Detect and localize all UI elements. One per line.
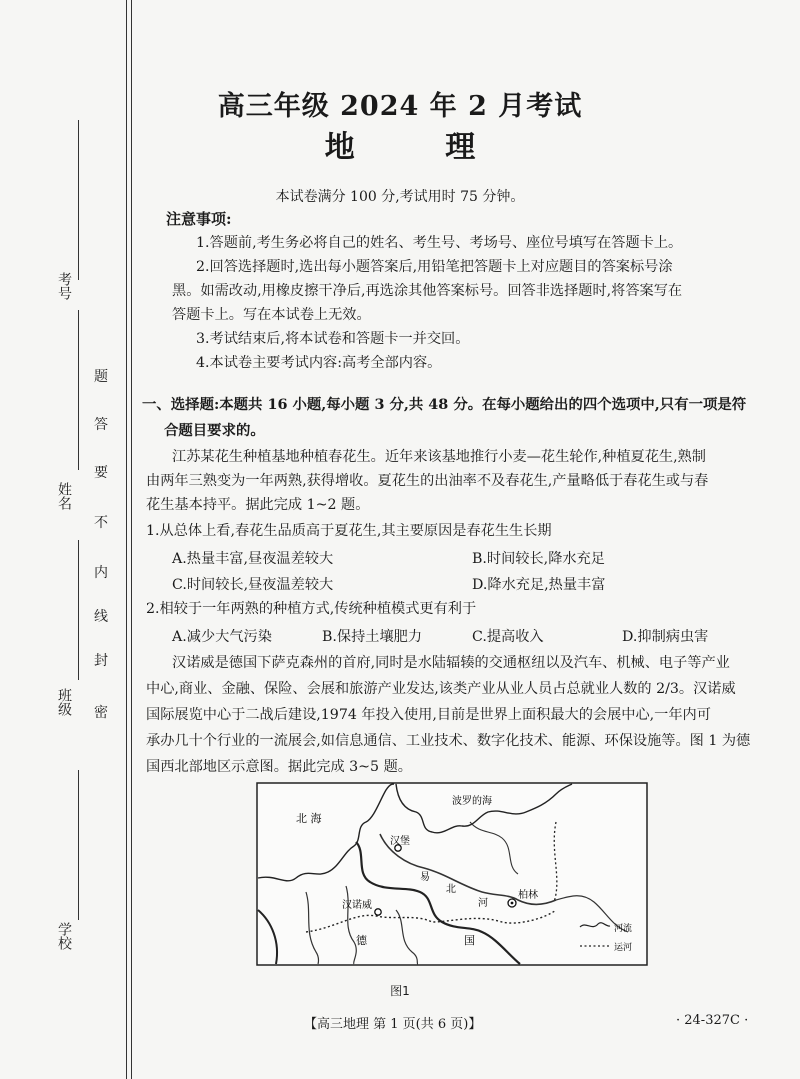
note-item-3: 3.考试结束后,将本试卷和答题卡一并交回。 bbox=[196, 331, 470, 347]
page-footer: 【高三地理 第 1 页(共 6 页)】 bbox=[304, 1017, 482, 1032]
elbe-label-3: 河 bbox=[478, 898, 488, 909]
passage1-line-1: 江苏某花生种植基地种植春花生。近年来该基地推行小麦—花生轮作,种植夏花生,熟制 bbox=[172, 449, 706, 465]
passage2-line-1: 汉诺威是德国下萨克森州的首府,同时是水陆辐辏的交通枢纽以及汽车、机械、电子等产业 bbox=[172, 655, 730, 671]
note-item-2: 2.回答选择题时,选出每小题答案后,用铅笔把答题卡上对应题目的答案标号涂 bbox=[196, 259, 673, 275]
exam-intro: 本试卷满分 100 分,考试用时 75 分钟。 bbox=[275, 189, 525, 205]
germany-northwest-map bbox=[256, 782, 648, 966]
section1-heading: 一、选择题:本题共 16 小题,每小题 3 分,共 48 分。在每小题给出的四个选项中,只有一项是符 bbox=[142, 396, 747, 413]
school-underline bbox=[78, 770, 79, 920]
name-underline bbox=[78, 310, 79, 470]
q2-option-d: D.抑制病虫害 bbox=[622, 629, 709, 645]
seal-char-2: 封 bbox=[94, 653, 108, 669]
figure-caption: 图1 bbox=[390, 984, 410, 998]
north-sea-label: 北 海 bbox=[296, 812, 322, 825]
q2-option-c: C.提高收入 bbox=[472, 629, 544, 645]
exam-title: 高三年级 2024 年 2 月考试 bbox=[217, 91, 583, 122]
q2-option-a: A.减少大气污染 bbox=[172, 629, 272, 645]
q1-option-b: B.时间较长,降水充足 bbox=[472, 551, 605, 567]
germany-label-1: 德 bbox=[356, 934, 367, 947]
notes-heading: 注意事项: bbox=[166, 210, 232, 228]
seal-char-8: 题 bbox=[94, 369, 108, 385]
q1-option-d: D.降水充足,热量丰富 bbox=[472, 577, 606, 593]
baltic-sea-label: 波罗的海 bbox=[452, 796, 492, 807]
seal-char-1: 密 bbox=[94, 705, 108, 721]
seal-char-6: 要 bbox=[94, 465, 108, 481]
note-item-2-cont: 黑。如需改动,用橡皮擦干净后,再选涂其他答案标号。回答非选择题时,将答案写在 bbox=[172, 283, 683, 299]
passage2-line-4: 承办几十个行业的一流展会,如信息通信、工业技术、数字化技术、能源、环保设施等。图 1 为德 bbox=[146, 733, 751, 749]
elbe-label-1: 易 bbox=[420, 872, 430, 883]
note-item-2-end: 答题卡上。写在本试卷上无效。 bbox=[172, 307, 371, 323]
q1-option-a: A.热量丰富,昼夜温差较大 bbox=[172, 551, 334, 567]
passage1-line-3: 花生基本持平。据此完成 1~2 题。 bbox=[146, 497, 370, 513]
seal-char-3: 线 bbox=[94, 609, 108, 625]
passage2-line-2: 中心,商业、金融、保险、会展和旅游产业发达,该类产业从业人员占总就业人数的 2/3。汉诺威 bbox=[146, 681, 736, 697]
legend-canal-label: 运河 bbox=[614, 943, 633, 953]
subject-title: 地 理 bbox=[324, 130, 516, 165]
section1-heading-cont: 合题目要求的。 bbox=[164, 422, 265, 439]
hannover-marker bbox=[375, 909, 381, 915]
class-underline bbox=[78, 540, 79, 680]
elbe-label-2: 北 bbox=[446, 884, 456, 895]
legend-river-label: 河流 bbox=[614, 924, 633, 934]
note-item-1: 1.答题前,考生务必将自己的姓名、考生号、考场号、座位号填写在答题卡上。 bbox=[196, 235, 683, 251]
q2-stem: 2.相较于一年两熟的种植方式,传统种植模式更有利于 bbox=[146, 601, 477, 617]
passage1-line-2: 由两年三熟变为一年两熟,获得增收。夏花生的出油率不及春花生,产量略低于春花生或与春 bbox=[146, 473, 709, 489]
germany-label-2: 国 bbox=[464, 934, 475, 947]
seal-char-5: 不 bbox=[94, 515, 108, 531]
seal-char-7: 答 bbox=[94, 417, 108, 433]
q2-option-b: B.保持土壤肥力 bbox=[322, 629, 423, 645]
passage2-line-5: 国西北部地区示意图。据此完成 3~5 题。 bbox=[146, 759, 412, 775]
exam-no-label: 考号 bbox=[56, 272, 72, 300]
name-label: 姓名 bbox=[56, 482, 72, 510]
hannover-label: 汉诺威 bbox=[342, 900, 372, 911]
seal-char-4: 内 bbox=[94, 565, 108, 581]
passage2-line-3: 国际展览中心于二战后建设,1974 年投入使用,目前是世界上面积最大的会展中心,一年内可 bbox=[146, 707, 711, 723]
class-label: 班级 bbox=[56, 688, 72, 716]
school-label: 学校 bbox=[56, 922, 72, 950]
q1-option-c: C.时间较长,昼夜温差较大 bbox=[172, 577, 334, 593]
paper-code: · 24-327C · bbox=[676, 1013, 749, 1028]
hamburg-label: 汉堡 bbox=[390, 836, 410, 847]
berlin-label: 柏林 bbox=[518, 890, 538, 901]
note-item-4: 4.本试卷主要考试内容:高考全部内容。 bbox=[196, 355, 442, 371]
q1-stem: 1.从总体上看,春花生品质高于夏花生,其主要原因是春花生生长期 bbox=[146, 523, 552, 539]
